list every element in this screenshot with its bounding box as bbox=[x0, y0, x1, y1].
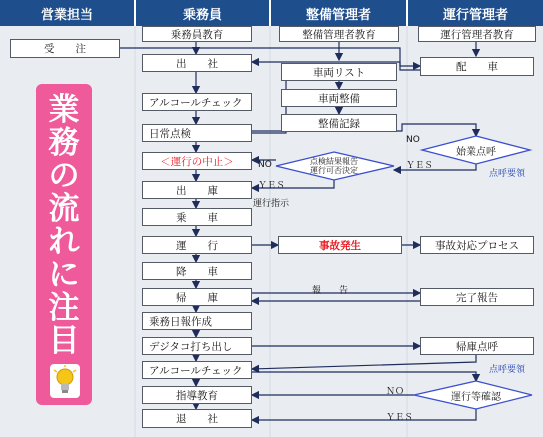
banner-char: 務 bbox=[48, 125, 80, 161]
header-sales: 営業担当 bbox=[0, 0, 136, 26]
box-return-depot: 帰 庫 bbox=[142, 288, 252, 306]
box-daily-inspection: 日常点検 bbox=[142, 124, 252, 142]
label-yes-1: ＹＥＳ bbox=[406, 161, 434, 171]
label-no-2: NO bbox=[258, 160, 272, 170]
box-maintenance-record: 整備記録 bbox=[281, 114, 397, 132]
diamond-inspection-result-line2: 運行可否決定 bbox=[310, 166, 358, 175]
box-shussha: 出 社 bbox=[142, 54, 252, 72]
box-digitaco-printout: デジタコ打ち出し bbox=[142, 337, 252, 355]
box-vehicle-list: 車両リスト bbox=[281, 63, 397, 81]
banner-workflow-focus bbox=[36, 84, 92, 405]
box-accident: 事故発生 bbox=[278, 236, 402, 254]
box-alcohol-check-2: アルコールチェック bbox=[142, 361, 252, 379]
box-depart-depot: 出 庫 bbox=[142, 181, 252, 199]
header-driver: 乗務員 bbox=[136, 0, 271, 26]
box-return-rollcall: 帰庫点呼 bbox=[420, 337, 534, 355]
label-report: 報 告 bbox=[312, 286, 349, 296]
label-no-3: ＮＯ bbox=[386, 387, 405, 397]
banner-char: 目 bbox=[48, 323, 80, 359]
label-operation-instruction: 運行指示 bbox=[253, 199, 290, 209]
box-leave-work: 退 社 bbox=[142, 409, 252, 428]
box-operation: 運 行 bbox=[142, 236, 252, 254]
box-completion-report: 完了報告 bbox=[420, 288, 534, 306]
banner-char: に bbox=[48, 257, 80, 293]
header-operation: 運行管理者 bbox=[408, 0, 543, 26]
box-board: 乗 車 bbox=[142, 208, 252, 226]
box-operation-manager-education: 運行管理者教育 bbox=[418, 26, 536, 42]
box-operation-stop: ＜運行の中止＞ bbox=[142, 152, 252, 170]
label-rollcall-guide-2: 点呼要領 bbox=[489, 365, 526, 375]
label-no-1: NO bbox=[406, 135, 420, 145]
diamond-start-rollcall: 始業点呼 bbox=[456, 147, 496, 158]
box-alcohol-check-1: アルコールチェック bbox=[142, 93, 252, 111]
box-daily-report: 乗務日報作成 bbox=[142, 312, 252, 330]
label-yes-3: ＹＥＳ bbox=[386, 413, 414, 423]
banner-char: 業 bbox=[48, 92, 80, 128]
header-maintenance: 整備管理者 bbox=[271, 0, 408, 26]
diamond-inspection-result bbox=[294, 157, 374, 175]
box-driver-education: 乗務員教育 bbox=[142, 26, 252, 42]
banner-char: 流 bbox=[48, 191, 80, 227]
box-vehicle-maintenance: 車両整備 bbox=[281, 89, 397, 107]
box-alight: 降 車 bbox=[142, 262, 252, 280]
label-rollcall-guide-1: 点呼要領 bbox=[489, 169, 526, 179]
diamond-operation-confirm: 運行等確認 bbox=[451, 392, 501, 403]
banner-char: れ bbox=[48, 224, 80, 260]
box-guidance-education: 指導教育 bbox=[142, 386, 252, 404]
lightbulb-icon bbox=[50, 364, 80, 398]
label-yes-2: ＹＥＳ bbox=[258, 181, 286, 191]
box-order: 受 注 bbox=[10, 39, 120, 58]
banner-char: の bbox=[48, 158, 80, 194]
box-dispatch: 配 車 bbox=[420, 57, 534, 76]
diamond-inspection-result-line1: 点検結果報告 bbox=[310, 157, 358, 166]
box-accident-process: 事故対応プロセス bbox=[420, 236, 534, 254]
box-maintenance-education: 整備管理者教育 bbox=[279, 26, 399, 42]
banner-char: 注 bbox=[48, 290, 80, 326]
